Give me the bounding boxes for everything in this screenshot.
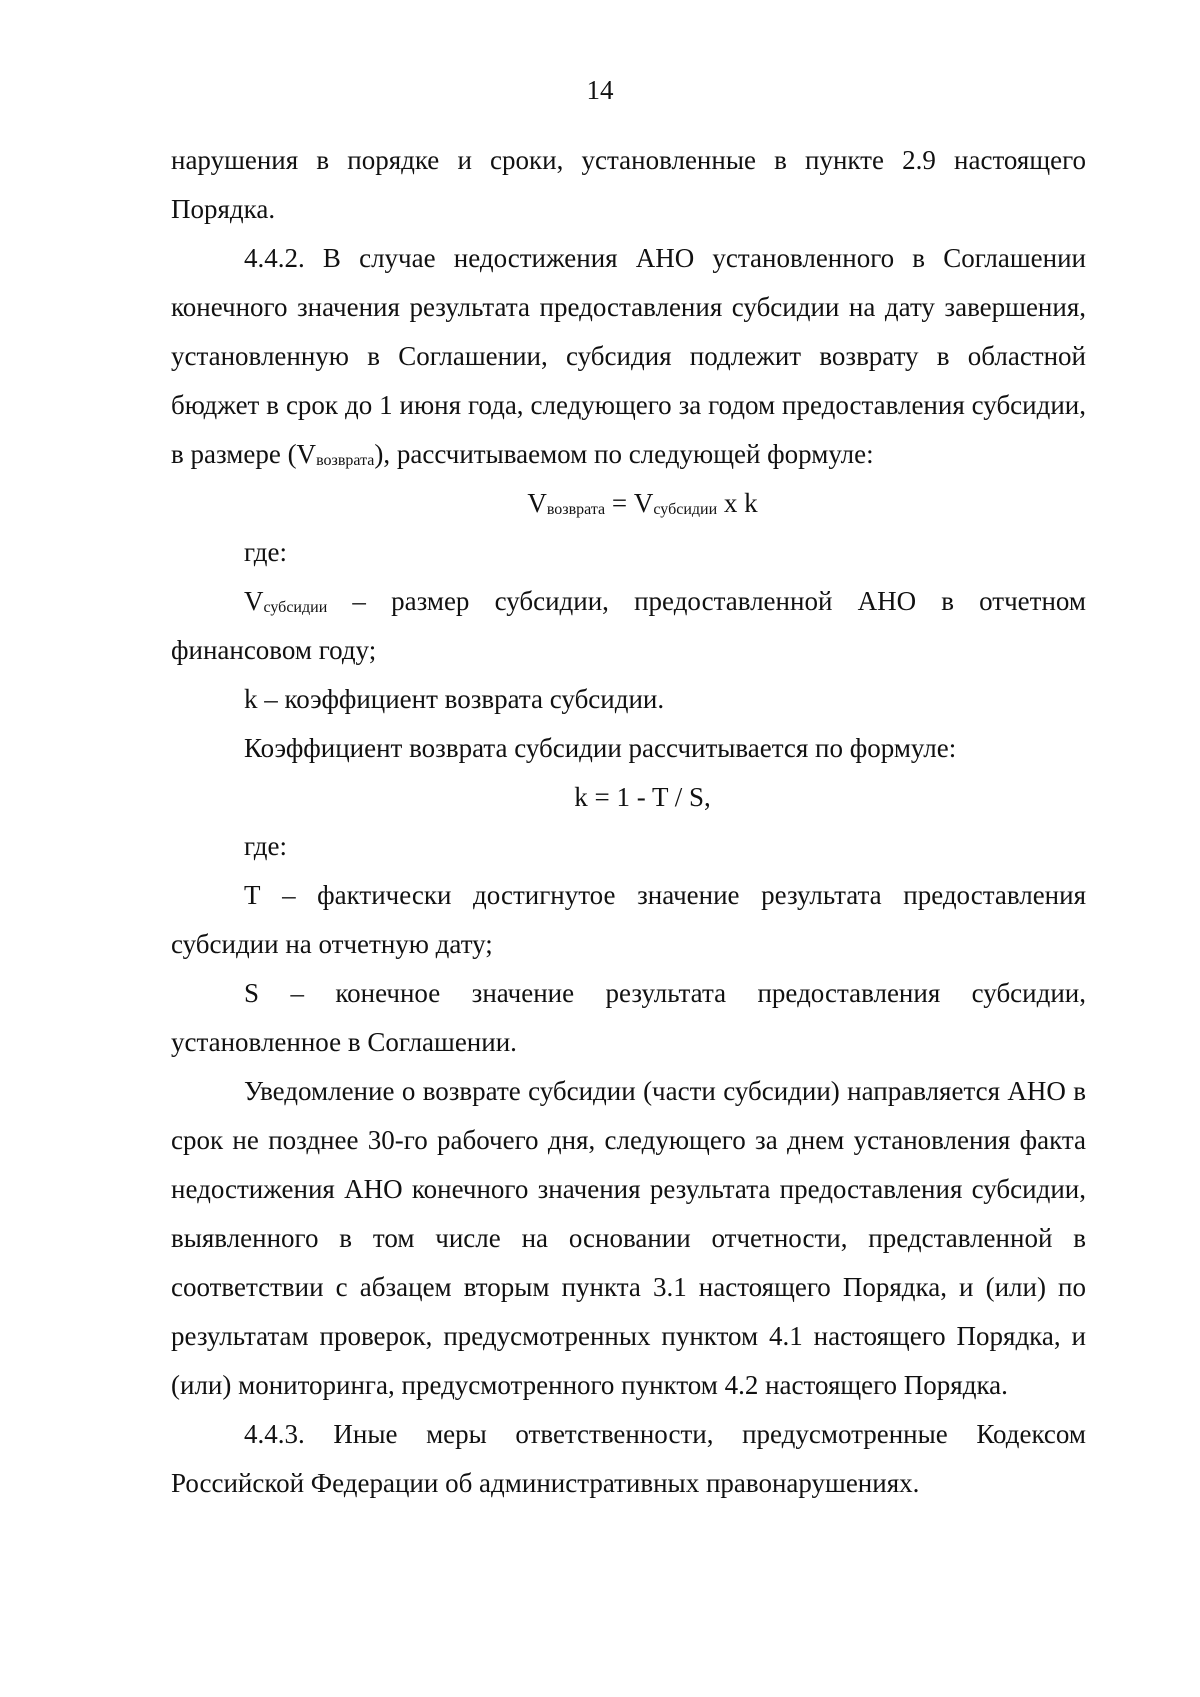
formula-lhs: V bbox=[527, 488, 547, 518]
paragraph-4-4-3: 4.4.3. Иные меры ответственности, предусмотренные Кодексом Российской Федерации об административных правонарушениях. bbox=[171, 1419, 1086, 1498]
paragraph-notice: Уведомление о возврате субсидии (части субсидии) направляется АНО в срок не позднее 30-го рабочего дня, следующего за днем установления факта недостижения АНО конечного значения результата предоставления субсидии, выявленного в том числе на основании отчетности, представленной в соответствии с абзацем вторым пункта 3.1 настоящего Порядка, и (или) по результатам проверок, предусмотренных пунктом 4.1 настоящего Порядка, и (или) мониторинга, предусмотренного пунктом 4.2 настоящего Порядка. bbox=[171, 1076, 1086, 1400]
definition-v-text: – размер субсидии, предоставленной АНО в отчетном финансовом году; bbox=[171, 586, 1086, 665]
definition-t: Т – фактически достигнутое значение результата предоставления субсидии на отчетную дату; bbox=[171, 880, 1086, 959]
definition-v-symbol: V bbox=[244, 586, 264, 616]
document-body bbox=[171, 136, 1086, 1508]
definition-v-sub: субсидии bbox=[263, 599, 328, 616]
formula-coefficient: k = 1 - T / S, bbox=[574, 782, 711, 812]
coefficient-intro: Коэффициент возврата субсидии рассчитывается по формуле: bbox=[244, 733, 957, 763]
formula-rhs: x k bbox=[717, 488, 758, 518]
paragraph-4-4-2 bbox=[171, 234, 1086, 479]
formula-lhs-sub: возврата bbox=[546, 501, 606, 518]
formula-mid: = V bbox=[605, 488, 654, 518]
definition-k: k – коэффициент возврата субсидии. bbox=[244, 684, 665, 714]
formula-mid-sub: субсидии bbox=[653, 501, 718, 518]
definition-s: S – конечное значение результата предоставления субсидии, установленное в Соглашении. bbox=[171, 978, 1086, 1057]
page-number: 14 bbox=[586, 75, 614, 105]
paragraph-4-4-2-text-b: ), рассчитываемом по следующей формуле: bbox=[374, 439, 874, 469]
where-label-1: где: bbox=[244, 537, 287, 567]
paragraph-continuation: нарушения в порядке и сроки, установленные в пункте 2.9 настоящего Порядка. bbox=[171, 145, 1086, 224]
where-label-2: где: bbox=[244, 831, 287, 861]
definition-v-subsidy bbox=[171, 577, 1086, 675]
subscript-vozvrata: возврата bbox=[316, 452, 375, 469]
formula-return-amount bbox=[171, 479, 1086, 528]
paragraph-4-4-2-text-a: 4.4.2. В случае недостижения АНО установленного в Соглашении конечного значения результата предоставления субсидии на дату завершения, установленную в Соглашении, субсидия подлежит возврату в областной бюджет в срок до 1 июня года, следующего за годом предоставления субсидии, в размере (V bbox=[171, 243, 1086, 469]
